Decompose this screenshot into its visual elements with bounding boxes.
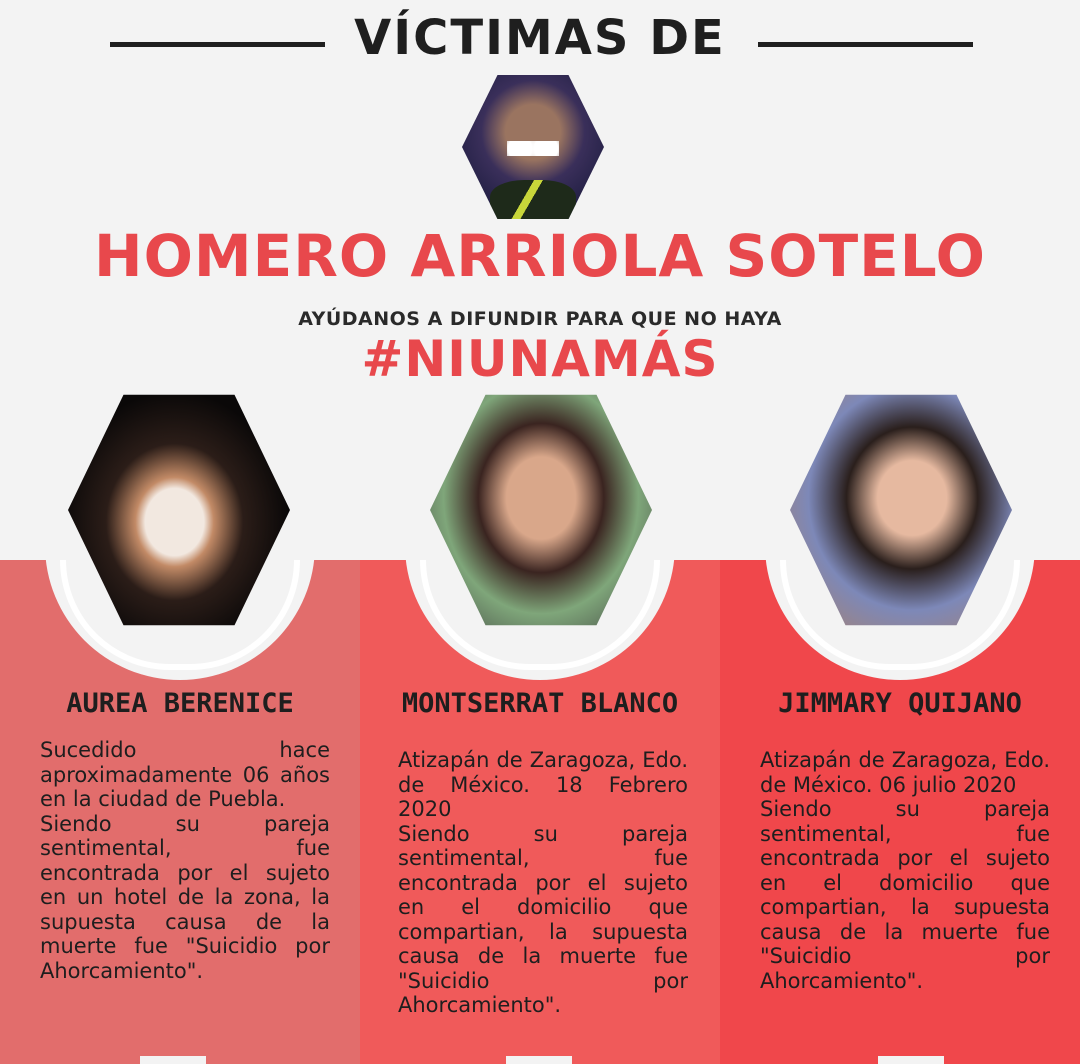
aggressor-photo-shirt: [490, 180, 575, 222]
page-title: VÍCTIMAS DE: [354, 10, 726, 66]
victim-description-2: Atizapán de Zaragoza, Edo. de México. 18 Febrero 2020 Siendo su pareja sentimental, fue encontrada por el sujeto en el domicilio que compartian, la supuesta causa de la muerte fue "Suicidio por Ahorcamiento".: [398, 748, 688, 1017]
bottom-tab-3: [878, 1056, 944, 1064]
victim-name-1: AUREA BERENICE: [66, 688, 294, 719]
aggressor-photo-censored-eyes: [507, 141, 558, 156]
bottom-tab-2: [506, 1056, 572, 1064]
victim-description-1: Sucedido hace aproximadamente 06 años en la ciudad de Puebla. Siendo su pareja sentimental, fue encontrada por el sujeto en un hotel de la zona, la supuesta causa de la muerte fue "Suicidio por Ahorcamiento".: [40, 738, 330, 983]
bottom-tab-1: [140, 1056, 206, 1064]
victim-description-3: Atizapán de Zaragoza, Edo. de México. 06 julio 2020 Siendo su pareja sentimental, fue encontrada por el sujeto en el domicilio que compartian, la supuesta causa de la muerte fue "Suicidio por Ahorcamiento".: [760, 748, 1050, 993]
subtitle: AYÚDANOS A DIFUNDIR PARA QUE NO HAYA: [298, 308, 782, 330]
victim-name-2: MONTSERRAT BLANCO: [401, 688, 679, 719]
aggressor-name: HOMERO ARRIOLA SOTELO: [94, 222, 986, 290]
victim-name-3: JIMMARY QUIJANO: [778, 688, 1022, 719]
hashtag: #NIUNAMÁS: [361, 330, 719, 388]
